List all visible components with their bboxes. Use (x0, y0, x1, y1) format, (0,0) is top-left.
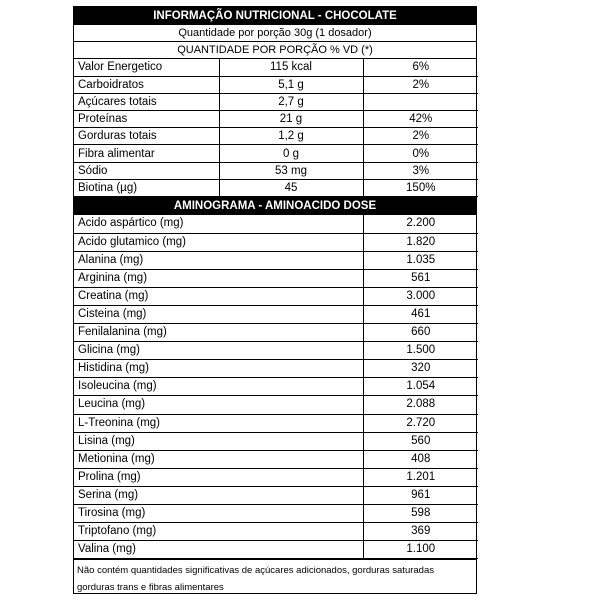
aminogram-row (74, 468, 478, 486)
nutrient-amount: 45 (219, 179, 363, 196)
aminogram-row (74, 269, 478, 287)
aminogram-row (74, 541, 478, 559)
amino-name: Alanina (mg) (74, 251, 363, 269)
nutrition-row (74, 93, 478, 110)
amino-value: 660 (363, 324, 478, 342)
aminogram-row (74, 378, 478, 396)
aminogram-row (74, 287, 478, 305)
nutrient-name: Sódio (74, 162, 219, 179)
nutrient-amount: 5,1 g (219, 76, 363, 93)
nutrient-vd: 3% (363, 162, 478, 179)
aminogram-title: AMINOGRAMA - AMINOACIDO DOSE (74, 197, 476, 215)
nutrient-amount: 21 g (219, 111, 363, 128)
nutrient-vd (363, 93, 478, 110)
aminogram-table (74, 215, 478, 559)
aminogram-row (74, 360, 478, 378)
amino-value: 2.088 (363, 396, 478, 414)
amino-value: 1.500 (363, 342, 478, 360)
amino-value: 408 (363, 450, 478, 468)
amino-name: Metionina (mg) (74, 450, 363, 468)
amino-name: Prolina (mg) (74, 468, 363, 486)
amino-name: Serina (mg) (74, 486, 363, 504)
amino-value: 1.100 (363, 541, 478, 559)
amino-name: Acido glutamico (mg) (74, 233, 363, 251)
nutrient-vd: 150% (363, 179, 478, 196)
amino-value: 1.054 (363, 378, 478, 396)
nutrition-row (74, 111, 478, 128)
amino-name: Tirosina (mg) (74, 505, 363, 523)
nutrient-vd: 6% (363, 59, 478, 76)
amino-name: Isoleucina (mg) (74, 378, 363, 396)
amino-name: Cisteina (mg) (74, 305, 363, 323)
nutrient-amount: 0 g (219, 145, 363, 162)
amino-value: 2.720 (363, 414, 478, 432)
aminogram-row (74, 486, 478, 504)
nutrient-vd: 42% (363, 111, 478, 128)
nutrient-name: Proteínas (74, 111, 219, 128)
aminogram-row (74, 342, 478, 360)
nutrition-row (74, 128, 478, 145)
amino-value: 3.000 (363, 287, 478, 305)
aminogram-row (74, 450, 478, 468)
nutrient-name: Carboidratos (74, 76, 219, 93)
aminogram-row (74, 414, 478, 432)
nutrition-title: INFORMAÇÃO NUTRICIONAL - CHOCOLATE (74, 7, 476, 25)
amino-name: L-Treonina (mg) (74, 414, 363, 432)
aminogram-row (74, 233, 478, 251)
amino-name: Leucina (mg) (74, 396, 363, 414)
amino-name: Fenilalanina (mg) (74, 324, 363, 342)
nutrition-row (74, 59, 478, 76)
amino-value: 1.201 (363, 468, 478, 486)
amino-value: 1.820 (363, 233, 478, 251)
nutrient-amount: 2,7 g (219, 93, 363, 110)
aminogram-row (74, 505, 478, 523)
nutrition-row (74, 162, 478, 179)
amino-value: 561 (363, 269, 478, 287)
nutrition-row (74, 179, 478, 196)
nutrient-amount: 53 mg (219, 162, 363, 179)
footnote: Não contém quantidades significativas de açúcares adicionados, gorduras saturadas gorduras trans e fibras alimentares (74, 559, 476, 596)
aminogram-row (74, 396, 478, 414)
nutrient-vd: 2% (363, 128, 478, 145)
aminogram-row (74, 432, 478, 450)
amino-name: Glicina (mg) (74, 342, 363, 360)
aminogram-row (74, 523, 478, 541)
nutrition-facts-panel (73, 6, 477, 594)
aminogram-row (74, 305, 478, 323)
amino-value: 598 (363, 505, 478, 523)
column-header: QUANTIDADE POR PORÇÃO % VD (*) (74, 42, 476, 59)
amino-name: Histidina (mg) (74, 360, 363, 378)
nutrition-row (74, 76, 478, 93)
nutrition-table (74, 59, 478, 197)
nutrient-amount: 1,2 g (219, 128, 363, 145)
amino-value: 560 (363, 432, 478, 450)
amino-name: Arginina (mg) (74, 269, 363, 287)
amino-value: 2.200 (363, 215, 478, 233)
serving-size: Quantidade por porção 30g (1 dosador) (74, 25, 476, 42)
nutrient-name: Fibra alimentar (74, 145, 219, 162)
amino-name: Lisina (mg) (74, 432, 363, 450)
amino-value: 461 (363, 305, 478, 323)
nutrient-amount: 115 kcal (219, 59, 363, 76)
aminogram-row (74, 215, 478, 233)
amino-value: 320 (363, 360, 478, 378)
nutrient-vd: 0% (363, 145, 478, 162)
amino-name: Acido aspártico (mg) (74, 215, 363, 233)
aminogram-row (74, 324, 478, 342)
nutrient-name: Açúcares totais (74, 93, 219, 110)
nutrient-name: Biotina (µg) (74, 179, 219, 196)
amino-value: 369 (363, 523, 478, 541)
nutrition-row (74, 145, 478, 162)
nutrient-vd: 2% (363, 76, 478, 93)
amino-value: 1.035 (363, 251, 478, 269)
amino-name: Creatina (mg) (74, 287, 363, 305)
nutrient-name: Gorduras totais (74, 128, 219, 145)
amino-name: Valina (mg) (74, 541, 363, 559)
aminogram-row (74, 251, 478, 269)
amino-name: Triptofano (mg) (74, 523, 363, 541)
amino-value: 961 (363, 486, 478, 504)
nutrient-name: Valor Energetico (74, 59, 219, 76)
